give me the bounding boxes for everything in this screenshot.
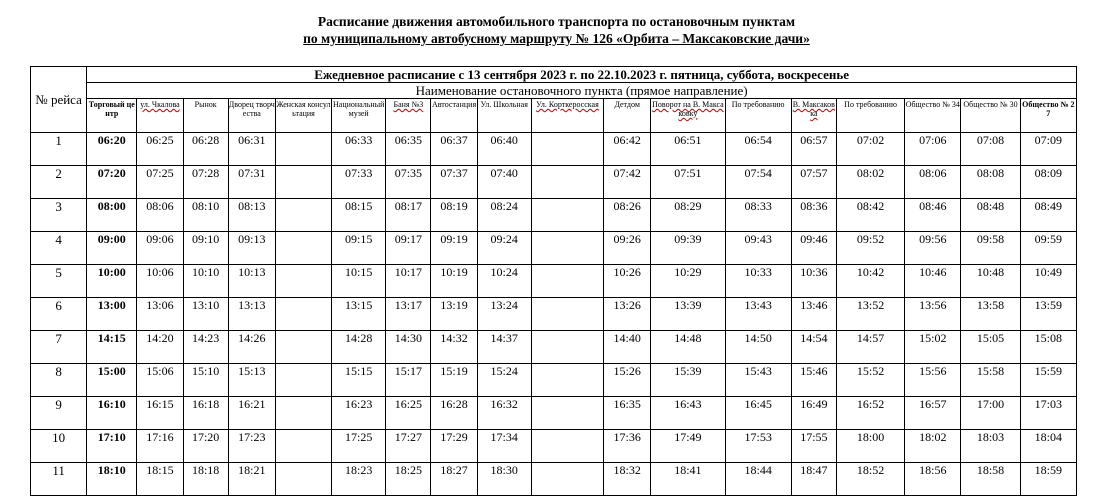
time-cell	[275, 298, 331, 331]
time-cell: 07:35	[386, 166, 431, 199]
time-cell: 09:58	[961, 232, 1020, 265]
time-cell: 17:53	[725, 430, 791, 463]
stop-header: Национальный музей	[332, 99, 386, 133]
time-cell: 14:54	[791, 331, 836, 364]
time-cell: 13:13	[228, 298, 275, 331]
time-cell: 10:13	[228, 265, 275, 298]
time-cell	[531, 463, 603, 496]
time-cell: 10:24	[477, 265, 531, 298]
stop-header: Женская консультация	[275, 99, 331, 133]
table-row	[31, 463, 1077, 496]
time-cell: 15:02	[905, 331, 961, 364]
time-cell: 07:20	[87, 166, 137, 199]
stop-header: Автостанция	[431, 99, 477, 133]
time-cell: 15:15	[332, 364, 386, 397]
time-cell: 15:52	[836, 364, 904, 397]
time-cell: 17:20	[183, 430, 228, 463]
time-cell: 09:24	[477, 232, 531, 265]
time-cell: 16:45	[725, 397, 791, 430]
time-cell: 15:24	[477, 364, 531, 397]
time-cell: 18:41	[651, 463, 725, 496]
time-cell: 18:10	[87, 463, 137, 496]
time-cell: 08:08	[961, 166, 1020, 199]
time-cell: 14:23	[183, 331, 228, 364]
time-cell: 18:00	[836, 430, 904, 463]
table-row	[31, 166, 1077, 199]
time-cell: 09:39	[651, 232, 725, 265]
table-row	[31, 364, 1077, 397]
time-cell: 08:26	[604, 199, 651, 232]
time-cell: 06:33	[332, 133, 386, 166]
time-cell: 10:48	[961, 265, 1020, 298]
time-cell: 08:24	[477, 199, 531, 232]
time-cell: 08:00	[87, 199, 137, 232]
time-cell: 13:39	[651, 298, 725, 331]
time-cell: 08:42	[836, 199, 904, 232]
time-cell: 17:03	[1020, 397, 1076, 430]
time-cell: 06:20	[87, 133, 137, 166]
trip-number-header: № рейса	[31, 67, 87, 133]
table-row	[31, 265, 1077, 298]
trip-number: 6	[31, 298, 87, 331]
time-cell: 10:42	[836, 265, 904, 298]
time-cell: 08:02	[836, 166, 904, 199]
time-cell: 08:29	[651, 199, 725, 232]
time-cell: 08:17	[386, 199, 431, 232]
time-cell	[275, 397, 331, 430]
time-cell: 08:49	[1020, 199, 1076, 232]
time-cell: 10:10	[183, 265, 228, 298]
stop-header: Баня №3	[386, 99, 431, 133]
time-cell: 07:31	[228, 166, 275, 199]
time-cell: 09:17	[386, 232, 431, 265]
time-cell: 17:00	[961, 397, 1020, 430]
time-cell: 09:15	[332, 232, 386, 265]
time-cell: 13:43	[725, 298, 791, 331]
stop-header: Дворец творчества	[228, 99, 275, 133]
trip-number: 8	[31, 364, 87, 397]
time-cell	[275, 364, 331, 397]
time-cell	[531, 133, 603, 166]
time-cell: 16:21	[228, 397, 275, 430]
time-cell: 10:49	[1020, 265, 1076, 298]
time-cell	[275, 232, 331, 265]
time-cell: 16:35	[604, 397, 651, 430]
time-cell	[275, 133, 331, 166]
time-cell: 15:08	[1020, 331, 1076, 364]
time-cell: 14:30	[386, 331, 431, 364]
table-row	[31, 430, 1077, 463]
time-cell: 17:25	[332, 430, 386, 463]
time-cell: 15:19	[431, 364, 477, 397]
time-cell: 08:36	[791, 199, 836, 232]
time-cell: 13:17	[386, 298, 431, 331]
trip-number: 5	[31, 265, 87, 298]
time-cell: 15:58	[961, 364, 1020, 397]
time-cell	[531, 265, 603, 298]
time-cell: 13:26	[604, 298, 651, 331]
time-cell: 07:25	[137, 166, 183, 199]
time-cell: 18:44	[725, 463, 791, 496]
time-cell: 16:43	[651, 397, 725, 430]
time-cell: 08:19	[431, 199, 477, 232]
time-cell: 15:17	[386, 364, 431, 397]
route-title: по муниципальному автобусному маршруту № 126 «Орбита – Максаковские дачи»	[303, 31, 810, 46]
time-cell: 16:15	[137, 397, 183, 430]
time-cell: 08:46	[905, 199, 961, 232]
stop-header: Детдом	[604, 99, 651, 133]
time-cell	[531, 199, 603, 232]
time-cell	[531, 331, 603, 364]
time-cell: 18:02	[905, 430, 961, 463]
trip-number: 3	[31, 199, 87, 232]
time-cell: 14:20	[137, 331, 183, 364]
time-cell: 09:56	[905, 232, 961, 265]
time-cell: 08:48	[961, 199, 1020, 232]
time-cell: 18:58	[961, 463, 1020, 496]
time-cell: 15:05	[961, 331, 1020, 364]
time-cell: 15:10	[183, 364, 228, 397]
time-cell: 17:49	[651, 430, 725, 463]
time-cell: 16:25	[386, 397, 431, 430]
time-cell: 09:06	[137, 232, 183, 265]
time-cell: 09:52	[836, 232, 904, 265]
time-cell: 14:40	[604, 331, 651, 364]
time-cell: 18:03	[961, 430, 1020, 463]
time-cell: 15:06	[137, 364, 183, 397]
time-cell: 15:56	[905, 364, 961, 397]
time-cell: 06:51	[651, 133, 725, 166]
time-cell: 17:29	[431, 430, 477, 463]
time-cell: 17:55	[791, 430, 836, 463]
time-cell: 17:34	[477, 430, 531, 463]
time-cell: 17:10	[87, 430, 137, 463]
time-cell: 10:36	[791, 265, 836, 298]
document-title: Расписание движения автомобильного транспорта по остановочным пунктам	[317, 14, 796, 29]
time-cell: 15:43	[725, 364, 791, 397]
time-cell: 15:26	[604, 364, 651, 397]
time-cell	[531, 166, 603, 199]
time-cell: 09:19	[431, 232, 477, 265]
time-cell: 09:43	[725, 232, 791, 265]
time-cell: 18:30	[477, 463, 531, 496]
time-cell: 10:17	[386, 265, 431, 298]
time-cell	[275, 265, 331, 298]
time-cell: 09:00	[87, 232, 137, 265]
time-cell: 18:21	[228, 463, 275, 496]
time-cell: 13:00	[87, 298, 137, 331]
time-cell: 13:06	[137, 298, 183, 331]
time-cell: 07:57	[791, 166, 836, 199]
table-row	[31, 331, 1077, 364]
time-cell: 10:33	[725, 265, 791, 298]
time-cell: 17:27	[386, 430, 431, 463]
time-cell: 14:57	[836, 331, 904, 364]
time-cell: 09:59	[1020, 232, 1076, 265]
stop-header: По требованию	[836, 99, 904, 133]
table-row	[31, 199, 1077, 232]
time-cell: 07:28	[183, 166, 228, 199]
trip-number: 9	[31, 397, 87, 430]
time-cell	[531, 364, 603, 397]
time-cell: 07:42	[604, 166, 651, 199]
time-cell: 18:56	[905, 463, 961, 496]
time-cell: 18:18	[183, 463, 228, 496]
time-cell: 17:16	[137, 430, 183, 463]
stop-header: Ул. Корткеросская	[531, 99, 603, 133]
time-cell: 08:13	[228, 199, 275, 232]
time-cell: 07:02	[836, 133, 904, 166]
trip-number: 4	[31, 232, 87, 265]
time-cell	[531, 430, 603, 463]
time-cell: 06:37	[431, 133, 477, 166]
time-cell: 09:46	[791, 232, 836, 265]
time-cell: 18:32	[604, 463, 651, 496]
time-cell: 18:27	[431, 463, 477, 496]
time-cell: 06:31	[228, 133, 275, 166]
time-cell: 16:52	[836, 397, 904, 430]
time-cell: 10:26	[604, 265, 651, 298]
time-cell: 08:10	[183, 199, 228, 232]
time-cell: 14:48	[651, 331, 725, 364]
stops-direction-header: Наименование остановочного пункта (прямое направление)	[87, 83, 1077, 99]
time-cell: 06:25	[137, 133, 183, 166]
time-cell: 10:29	[651, 265, 725, 298]
time-cell: 06:42	[604, 133, 651, 166]
time-cell: 18:15	[137, 463, 183, 496]
stop-header: По требованию	[725, 99, 791, 133]
time-cell: 13:52	[836, 298, 904, 331]
time-cell: 10:00	[87, 265, 137, 298]
schedule-table	[30, 66, 1077, 496]
trip-number: 11	[31, 463, 87, 496]
time-cell: 09:13	[228, 232, 275, 265]
time-cell: 18:52	[836, 463, 904, 496]
time-cell: 14:28	[332, 331, 386, 364]
time-cell: 07:54	[725, 166, 791, 199]
time-cell: 14:15	[87, 331, 137, 364]
time-cell: 07:37	[431, 166, 477, 199]
time-cell: 14:37	[477, 331, 531, 364]
time-cell: 10:06	[137, 265, 183, 298]
stop-header: Ул. Школьная	[477, 99, 531, 133]
stop-header: ул. Чкалова	[137, 99, 183, 133]
time-cell: 07:51	[651, 166, 725, 199]
time-cell: 10:19	[431, 265, 477, 298]
time-cell: 16:57	[905, 397, 961, 430]
stop-header: Рынок	[183, 99, 228, 133]
time-cell	[275, 463, 331, 496]
trip-number: 2	[31, 166, 87, 199]
time-cell: 15:39	[651, 364, 725, 397]
time-cell: 13:15	[332, 298, 386, 331]
time-cell: 06:28	[183, 133, 228, 166]
time-cell: 14:32	[431, 331, 477, 364]
stop-header: Общество № 30	[961, 99, 1020, 133]
time-cell	[275, 430, 331, 463]
time-cell: 16:18	[183, 397, 228, 430]
table-row	[31, 133, 1077, 166]
time-cell: 06:57	[791, 133, 836, 166]
time-cell: 07:08	[961, 133, 1020, 166]
time-cell: 08:06	[905, 166, 961, 199]
time-cell	[275, 166, 331, 199]
time-cell: 07:40	[477, 166, 531, 199]
time-cell: 06:54	[725, 133, 791, 166]
time-cell: 18:25	[386, 463, 431, 496]
trip-number: 7	[31, 331, 87, 364]
time-cell: 15:46	[791, 364, 836, 397]
time-cell: 17:23	[228, 430, 275, 463]
time-cell: 13:10	[183, 298, 228, 331]
time-cell: 14:26	[228, 331, 275, 364]
time-cell: 07:09	[1020, 133, 1076, 166]
time-cell: 08:06	[137, 199, 183, 232]
time-cell: 13:19	[431, 298, 477, 331]
time-cell	[275, 199, 331, 232]
time-cell: 18:47	[791, 463, 836, 496]
time-cell: 08:15	[332, 199, 386, 232]
time-cell	[531, 298, 603, 331]
time-cell: 15:00	[87, 364, 137, 397]
time-cell: 13:58	[961, 298, 1020, 331]
time-cell: 13:59	[1020, 298, 1076, 331]
stop-header: Поворот на В. Максаковку	[651, 99, 725, 133]
time-cell: 16:10	[87, 397, 137, 430]
trip-number: 10	[31, 430, 87, 463]
time-cell: 18:59	[1020, 463, 1076, 496]
time-cell: 08:09	[1020, 166, 1076, 199]
time-cell: 16:32	[477, 397, 531, 430]
stop-header: Торговый центр	[87, 99, 137, 133]
table-row	[31, 298, 1077, 331]
stop-header: В. Максаковка	[791, 99, 836, 133]
time-cell: 06:35	[386, 133, 431, 166]
time-cell: 15:59	[1020, 364, 1076, 397]
time-cell: 18:23	[332, 463, 386, 496]
time-cell: 14:50	[725, 331, 791, 364]
trip-number: 1	[31, 133, 87, 166]
time-cell: 07:06	[905, 133, 961, 166]
time-cell	[531, 397, 603, 430]
time-cell: 17:36	[604, 430, 651, 463]
time-cell: 08:33	[725, 199, 791, 232]
stop-header: Общество № 34	[905, 99, 961, 133]
time-cell	[531, 232, 603, 265]
time-cell: 16:28	[431, 397, 477, 430]
time-cell: 07:33	[332, 166, 386, 199]
time-cell: 18:04	[1020, 430, 1076, 463]
time-cell: 15:13	[228, 364, 275, 397]
time-cell: 06:40	[477, 133, 531, 166]
time-cell: 09:10	[183, 232, 228, 265]
schedule-period-header: Ежедневное расписание с 13 сентября 2023 г. по 22.10.2023 г. пятница, суббота, воскресенье	[87, 67, 1077, 83]
stop-header: Общество № 27	[1020, 99, 1076, 133]
time-cell: 10:15	[332, 265, 386, 298]
time-cell: 13:24	[477, 298, 531, 331]
table-row	[31, 232, 1077, 265]
time-cell: 13:56	[905, 298, 961, 331]
table-row	[31, 397, 1077, 430]
time-cell: 13:46	[791, 298, 836, 331]
time-cell: 09:26	[604, 232, 651, 265]
time-cell: 10:46	[905, 265, 961, 298]
time-cell: 16:49	[791, 397, 836, 430]
time-cell	[275, 331, 331, 364]
time-cell: 16:23	[332, 397, 386, 430]
